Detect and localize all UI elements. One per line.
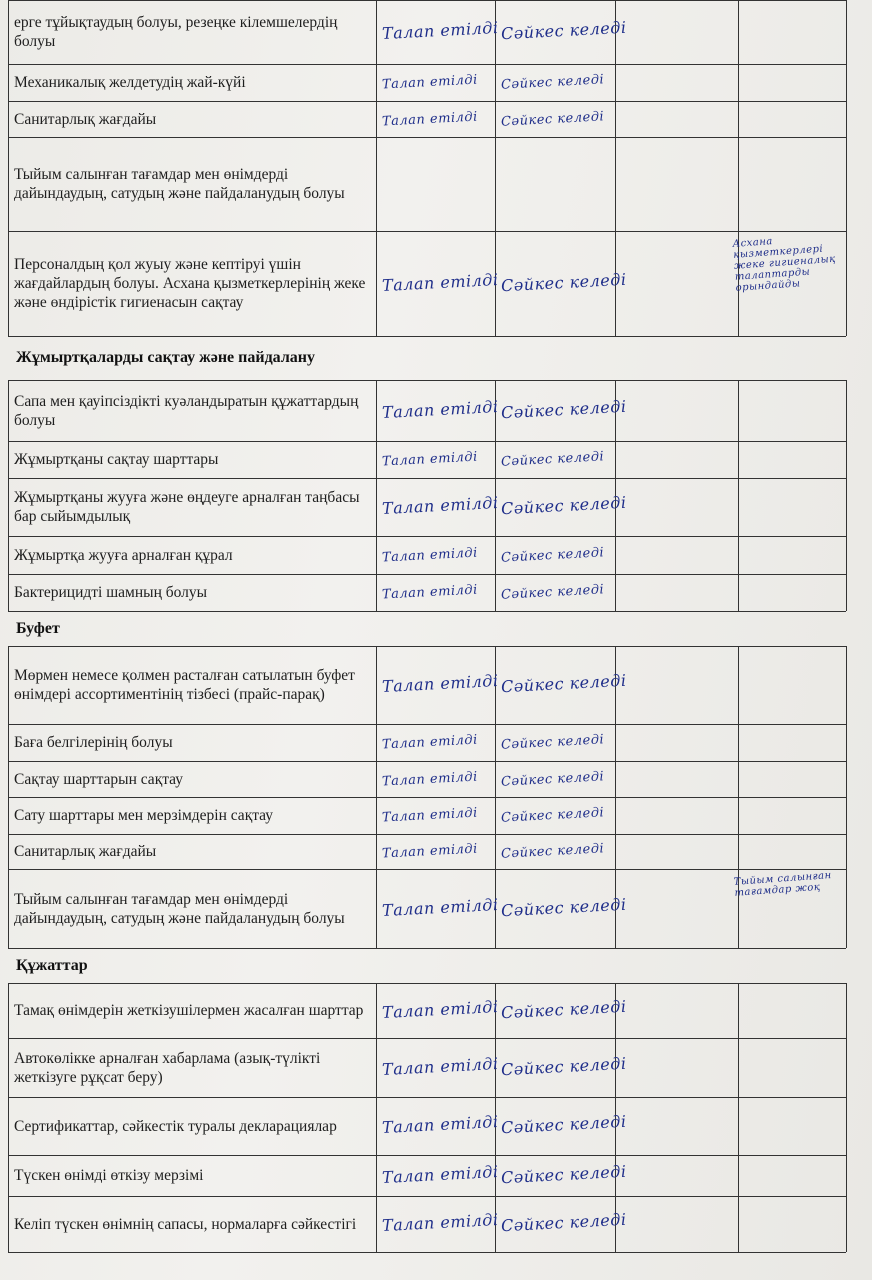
handwritten-requirement: Талап етілді [381, 805, 479, 826]
column-divider [738, 1038, 739, 1097]
criterion-text: Мөрмен немесе қолмен расталған сатылатын буфет өнімдері ассортиментінің тізбесі (прайс-парақ) [14, 667, 355, 703]
column-divider [738, 441, 739, 478]
handwritten-requirement: Талап етілді [381, 671, 499, 697]
handwritten-requirement: Талап етілді [381, 996, 499, 1022]
handwritten-requirement: Талап етілді [381, 72, 479, 93]
criterion-text: Автокөлікке арналған хабарлама (азық-түлікті жеткізуге рұқсат беру) [14, 1049, 321, 1086]
handwritten-compliance: Сәйкес келеді [500, 1053, 627, 1079]
column-divider [615, 441, 616, 478]
column-divider [495, 724, 496, 761]
column-divider [738, 797, 739, 834]
column-divider [615, 64, 616, 101]
section-heading: Құжаттар [16, 956, 88, 974]
column-divider [846, 834, 847, 869]
column-divider [846, 101, 847, 137]
criterion-text: Бактерицидті шамның болуы [14, 584, 208, 601]
handwritten-requirement: Талап етілді [381, 18, 499, 44]
column-divider [846, 1155, 847, 1196]
column-divider [376, 1038, 377, 1097]
handwritten-compliance: Сәйкес келеді [500, 449, 605, 471]
handwritten-requirement: Талап етілді [381, 582, 479, 603]
handwritten-compliance: Сәйкес келеді [500, 996, 627, 1022]
column-divider [376, 380, 377, 441]
handwritten-requirement: Талап етілді [381, 769, 479, 790]
column-divider [846, 478, 847, 536]
column-divider [738, 1196, 739, 1252]
column-divider [376, 983, 377, 1038]
handwritten-requirement: Талап етілді [381, 732, 479, 753]
handwritten-requirement: Талап етілді [381, 269, 499, 295]
handwritten-requirement: Талап етілді [381, 109, 479, 130]
column-divider [846, 724, 847, 761]
criterion-text: Персоналдың қол жуыу және кептіруі үшін жағдайлардың болуы. Асхана қызметкерлерінің жеке және өндірістік гигиенасын сақтау [14, 256, 366, 311]
column-divider [846, 1196, 847, 1252]
column-divider [615, 137, 616, 231]
column-divider [738, 1155, 739, 1196]
column-divider [738, 1097, 739, 1155]
handwritten-compliance: Сәйкес келеді [500, 1161, 627, 1187]
column-divider [376, 574, 377, 611]
column-divider [495, 574, 496, 611]
criterion-text: ерге тұйықтаудың болуы, резеңке кілемшелердің болуы [14, 14, 338, 50]
handwritten-compliance: Сәйкес келеді [500, 396, 627, 422]
handwritten-compliance: Сәйкес келеді [500, 1111, 627, 1138]
column-divider [376, 137, 377, 231]
column-divider [376, 536, 377, 574]
column-divider [738, 724, 739, 761]
column-divider [495, 137, 496, 231]
handwritten-compliance: Сәйкес келеді [500, 670, 627, 697]
handwritten-compliance: Сәйкес келеді [500, 805, 605, 827]
handwritten-requirement: Талап етілді [381, 493, 499, 519]
column-divider [495, 797, 496, 834]
column-divider [738, 478, 739, 536]
criterion-text: Санитарлық жағдайы [14, 110, 157, 128]
handwritten-compliance: Сәйкес келеді [500, 109, 605, 130]
handwritten-compliance: Сәйкес келеді [500, 841, 605, 863]
column-divider [846, 64, 847, 101]
criterion-text: Санитарлық жағдайы [14, 843, 157, 860]
column-divider [846, 646, 847, 724]
column-divider [846, 536, 847, 574]
column-divider [738, 646, 739, 724]
criterion-text: Тыйым салынған тағамдар мен өнімдерді дайындаудың, сатудың және пайдаланудың болуы [14, 166, 345, 202]
column-divider [376, 101, 377, 137]
column-divider [376, 797, 377, 834]
column-divider [846, 1038, 847, 1097]
handwritten-compliance: Сәйкес келеді [500, 72, 605, 94]
column-divider [846, 0, 847, 64]
column-divider [738, 983, 739, 1038]
column-divider [376, 441, 377, 478]
column-divider [615, 574, 616, 611]
column-divider [846, 761, 847, 797]
handwritten-note: Асхана қызметкерлері жеке гигиеналық талаптарды орындайды [732, 236, 837, 294]
column-divider [376, 64, 377, 101]
column-divider [615, 797, 616, 834]
column-divider [376, 231, 377, 336]
handwritten-compliance: Сәйкес келеді [500, 769, 605, 790]
handwritten-compliance: Сәйкес келеді [500, 894, 627, 920]
column-divider [615, 761, 616, 797]
column-divider [376, 869, 377, 948]
column-divider [495, 761, 496, 797]
handwritten-requirement: Талап етілді [381, 449, 479, 470]
column-divider [846, 574, 847, 611]
handwritten-requirement: Талап етілді [381, 1112, 499, 1138]
row-divider [8, 1252, 846, 1253]
column-divider [376, 646, 377, 724]
column-divider [376, 478, 377, 536]
column-divider [615, 724, 616, 761]
criterion-text: Сату шарттары мен мерзімдерін сақтау [14, 807, 274, 824]
handwritten-compliance: Сәйкес келеді [500, 732, 605, 754]
section-heading: Буфет [16, 619, 60, 637]
column-divider [738, 137, 739, 231]
column-divider [738, 101, 739, 137]
criterion-text: Келіп түскен өнімнің сапасы, нормаларға сәйкестігі [14, 1215, 357, 1233]
column-divider [846, 1097, 847, 1155]
column-divider [376, 834, 377, 869]
handwritten-compliance: Сәйкес келеді [500, 269, 627, 295]
handwritten-requirement: Талап етілді [381, 1053, 499, 1079]
column-divider [738, 834, 739, 869]
handwritten-compliance: Сәйкес келеді [500, 17, 627, 44]
handwritten-requirement: Талап етілді [381, 545, 479, 566]
column-divider [376, 1196, 377, 1252]
column-divider [495, 536, 496, 574]
criterion-text: Баға белгілерінің болуы [14, 734, 173, 751]
criterion-text: Сақтау шарттарын сақтау [14, 770, 184, 788]
column-divider [846, 869, 847, 948]
column-divider [495, 101, 496, 137]
handwritten-requirement: Талап етілді [381, 396, 499, 422]
column-divider [615, 834, 616, 869]
criterion-text: Сапа мен қауіпсіздікті куәландыратын құжаттардың болуы [14, 392, 359, 429]
column-divider [846, 137, 847, 231]
handwritten-requirement: Талап етілді [381, 1210, 499, 1236]
handwritten-compliance: Сәйкес келеді [500, 1209, 627, 1236]
criterion-text: Жұмыртқаны жууға және өңдеуге арналған таңбасы бар сыйымдылық [14, 489, 360, 525]
column-divider [376, 761, 377, 797]
criterion-text: Сертификаттар, сәйкестік туралы декларациялар [14, 1117, 337, 1135]
column-divider [376, 724, 377, 761]
column-divider [738, 761, 739, 797]
column-divider [376, 1097, 377, 1155]
criterion-text: Тамақ өнімдерін жеткізушілермен жасалған шарттар [14, 1002, 364, 1019]
handwritten-requirement: Талап етілді [381, 1161, 499, 1187]
column-divider [376, 1155, 377, 1196]
column-divider [495, 441, 496, 478]
column-divider [846, 380, 847, 441]
criterion-text: Тыйым салынған тағамдар мен өнімдерді дайындаудың, сатудың және пайдаланудың болуы [14, 890, 345, 927]
column-divider [846, 983, 847, 1038]
handwritten-requirement: Талап етілді [381, 894, 499, 920]
column-divider [615, 101, 616, 137]
criterion-text: Жұмыртқаны сақтау шарттары [14, 451, 219, 468]
handwritten-compliance: Сәйкес келеді [500, 582, 605, 604]
column-divider [846, 231, 847, 336]
column-divider [846, 797, 847, 834]
column-divider [615, 536, 616, 574]
handwritten-compliance: Сәйкес келеді [500, 492, 627, 519]
column-divider [846, 441, 847, 478]
handwritten-note: Тыйым салынған тағамдар жоқ [733, 870, 833, 899]
column-divider [495, 834, 496, 869]
column-divider [738, 574, 739, 611]
handwritten-requirement: Талап етілді [381, 841, 479, 862]
handwritten-compliance: Сәйкес келеді [500, 545, 605, 566]
column-divider [495, 64, 496, 101]
section-heading: Жұмыртқаларды сақтау және пайдалану [16, 349, 316, 366]
criterion-text: Жұмыртқа жууға арналған құрал [14, 546, 233, 564]
criterion-text: Түскен өнімді өткізу мерзімі [14, 1167, 204, 1184]
column-divider [738, 0, 739, 64]
column-divider [738, 64, 739, 101]
column-divider [738, 536, 739, 574]
column-divider [376, 0, 377, 64]
criterion-text: Механикалық желдетудің жай-күйі [14, 74, 246, 91]
column-divider [738, 380, 739, 441]
